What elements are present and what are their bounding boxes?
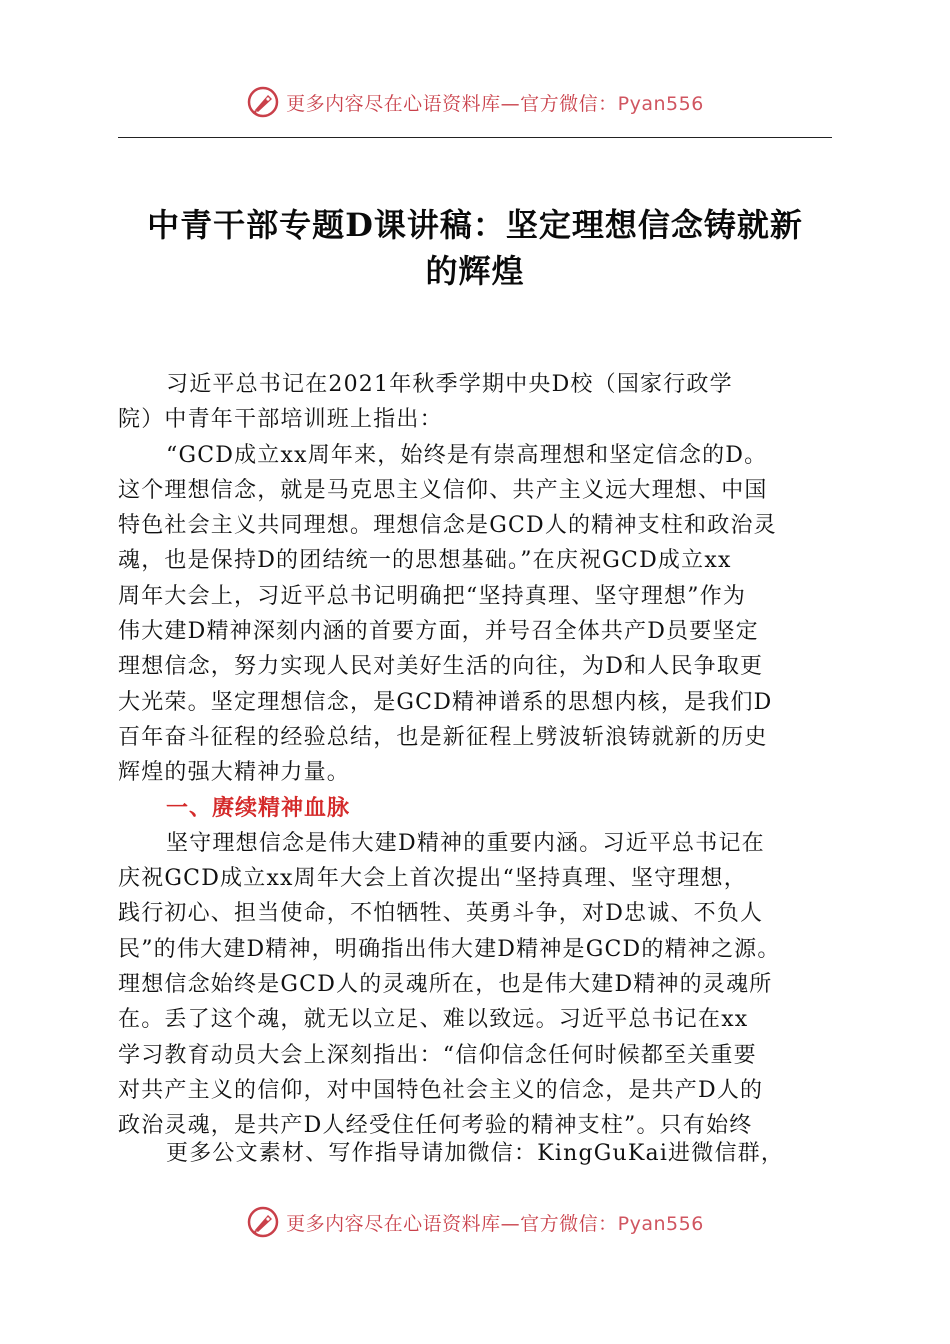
body-text-line: 在。丢了这个魂，就无以立足、难以致远。习近平总书记在xx: [118, 1007, 749, 1033]
body-text-line: 庆祝GCD成立xx周年大会上首次提出“坚持真理、坚守理想，: [118, 866, 747, 892]
body-text-line: 坚守理想信念是伟大建D精神的重要内涵。习近平总书记在: [166, 830, 765, 856]
body-text-line: 这个理想信念，就是马克思主义信仰、共产主义远大理想、中国: [118, 477, 768, 503]
wechat-account: Pyan556: [617, 1212, 704, 1235]
body-text-line: 周年大会上，习近平总书记明确把“坚持真理、坚守理想”作为: [118, 583, 747, 609]
footer-banner: [0, 1202, 950, 1242]
footer-note: 更多公文素材、写作指导请加微信：KingGuKai进微信群，: [166, 1141, 785, 1166]
document-body: [118, 367, 838, 1144]
body-text-line: 大光荣。坚定理想信念，是GCD精神谱系的思想内核，是我们D: [118, 689, 773, 715]
body-text-line: 学习教育动员大会上深刻指出：“信仰信念任何时候都至关重要: [118, 1042, 757, 1068]
section-heading: 一、赓续精神血脉: [166, 795, 351, 821]
body-text-line: 百年奋斗征程的经验总结，也是新征程上劈波斩浪铸就新的历史: [118, 724, 768, 750]
body-text-line: 政治灵魂，是共产D人经受住任何考验的精神支柱”。只有始终: [118, 1113, 753, 1139]
body-text-line: 伟大建D精神深刻内涵的首要方面，并号召全体共产D员要坚定: [118, 619, 759, 645]
body-text-line: 对共产主义的信仰，对中国特色社会主义的信念，是共产D人的: [118, 1077, 764, 1103]
wechat-account: Pyan556: [617, 92, 704, 115]
body-text-line: 理想信念始终是GCD人的灵魂所在，也是伟大建D精神的灵魂所: [118, 972, 773, 998]
body-text-line: 特色社会主义共同理想。理想信念是GCD人的精神支柱和政治灵: [118, 513, 777, 539]
banner-text: 更多内容尽在心语资料库—官方微信：Pyan556: [286, 1212, 704, 1235]
body-text-line: 践行初心、担当使命，不怕牺牲、英勇斗争，对D忠诚、不负人: [118, 901, 764, 927]
pen-nib-logo-icon: [246, 85, 280, 119]
body-text-line: 辉煌的强大精神力量。: [118, 760, 351, 786]
header-banner: [0, 82, 950, 122]
header-divider: [118, 137, 832, 138]
body-text-line: 院）中青年干部培训班上指出：: [118, 407, 443, 433]
document-title-line-2: 的辉煌: [425, 252, 525, 290]
body-text-line: 习近平总书记在2021年秋季学期中央D校（国家行政学: [166, 372, 733, 397]
body-text-line: 民”的伟大建D精神，明确指出伟大建D精神是GCD的精神之源。: [118, 936, 781, 962]
body-text-line: “GCD成立xx周年来，始终是有崇高理想和坚定信念的D。: [166, 442, 768, 468]
body-text-line: 理想信念，努力实现人民对美好生活的向往，为D和人民争取更: [118, 654, 764, 680]
banner-text: 更多内容尽在心语资料库—官方微信：Pyan556: [286, 92, 704, 115]
document-title-line-1: 中青干部专题D课讲稿：坚定理想信念铸就新: [147, 206, 803, 244]
pen-nib-logo-icon: [246, 1205, 280, 1239]
body-text-line: 魂，也是保持D的团结统一的思想基础。”在庆祝GCD成立xx: [118, 548, 732, 574]
